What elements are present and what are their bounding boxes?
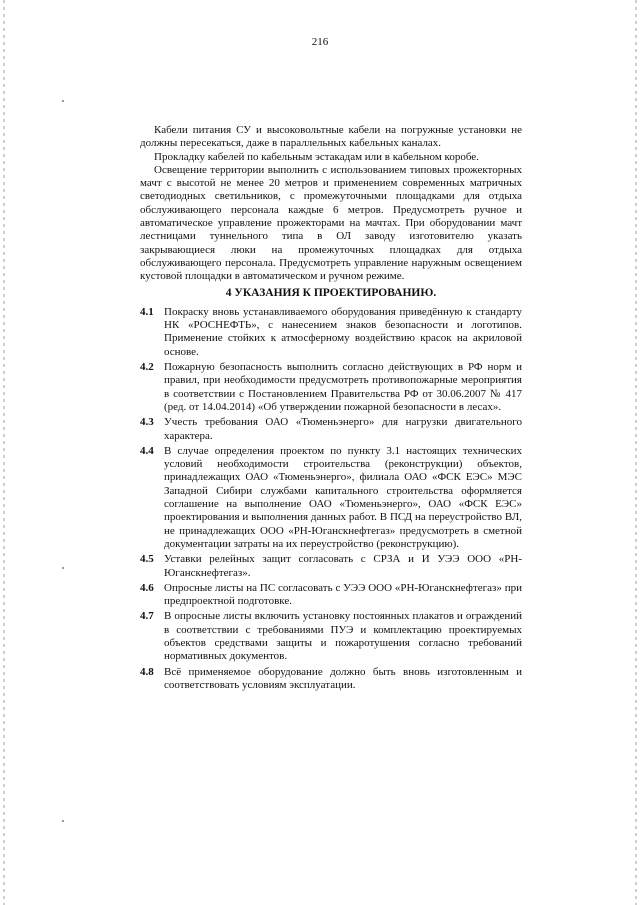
- section-heading: 4 УКАЗАНИЯ К ПРОЕКТИРОВАНИЮ.: [225, 286, 437, 299]
- item-text: Пожарную безопасность выполнить согласно действующих в РФ норм и правил, при необходимости предусмотреть противопожарные мероприятия в соответствии с Постановлением Правительства РФ от 30.06.2007 № 417 (ред. от 14.04.2014) «Об утверждении пожарной безопасности в лесах».: [164, 361, 522, 413]
- page-number: 216: [311, 36, 329, 48]
- item-number: 4.2: [140, 361, 154, 374]
- list-item: [140, 445, 522, 551]
- item-text: В опросные листы включить установку постоянных плакатов и ограждений в соответствии с требованиями ПУЭ и комплектацию проектируемых объектов средствами защиты и пожаротушения согласно требований нормативных документов.: [164, 610, 522, 663]
- paragraph-cable-routing: Прокладку кабелей по кабельным эстакадам или в кабельном коробе.: [154, 150, 479, 163]
- item-number: 4.8: [140, 665, 154, 678]
- list-item: [140, 582, 522, 609]
- item-number: 4.7: [140, 610, 154, 623]
- list-item: [140, 610, 522, 663]
- paragraph-lighting: Освещение территории выполнить с использованием типовых прожекторных мачт с высотой не менее 20 метров и применением современных матричных светодиодных светильников, с промежуточными площадками для отдыха обслуживающего персонала каждые 6 метров. Предусмотреть ручное и автоматическое управление прожекторами на мачтах. При оборудовании мачт лестницами туннельного типа в ОЛ заводу изготовителю указать закрывающиеся люки на промежуточных площадках для отдыха обслуживающего персонала. Предусмотреть управление наружным освещением кустовой площадки в автоматическом и ручном режиме.: [140, 163, 522, 283]
- scan-speck: [62, 567, 64, 569]
- item-text: В случае определения проектом по пункту 3.1 настоящих технических условий необходимости строительства (реконструкции) объектов, принадлежащих ОАО «Тюменьэнерго», филиала ОАО «ФСК ЕЭС» МЭС Западной Сибири службами капитального строительства оформляется соглашение на выполнение ОАО «Тюменьэнерго», ОАО «ФСК ЕЭС» проектирования и выполнения данных работ. В ПСД на переустройство ВЛ, не принадлежащих ООО «РН-Юганскнефтегаз» предусмотреть в сметной документации затраты на их переустройство (реконструкцию).: [164, 444, 522, 550]
- item-text: Уставки релейных защит согласовать с СРЗА и И УЭЭ ООО «РН-Юганскнефтегаз».: [164, 553, 522, 579]
- list-item: [140, 416, 522, 443]
- item-text: Покраску вновь устанавливаемого оборудования приведённую к стандарту НК «РОСНЕФТЬ», с нанесением знаков безопасности и логотипов. Применение стойких к атмосферному воздействию красок на акриловой основе.: [164, 305, 522, 358]
- scan-speck: [62, 820, 64, 822]
- document-body: [140, 124, 522, 694]
- list-item: [140, 306, 522, 359]
- list-item: [140, 553, 522, 580]
- scan-edge-right: [635, 0, 637, 905]
- item-number: 4.1: [140, 305, 154, 318]
- item-number: 4.4: [140, 444, 154, 457]
- item-text: Опросные листы на ПС согласовать с УЭЭ ООО «РН-Юганскнефтегаз» при предпроектной подготовке.: [164, 581, 522, 608]
- item-number: 4.5: [140, 553, 154, 566]
- item-text: Учесть требования ОАО «Тюменьэнерго» для нагрузки двигательного характера.: [164, 416, 522, 442]
- item-number: 4.6: [140, 581, 154, 594]
- item-text: Всё применяемое оборудование должно быть вновь изготовленным и соответствовать условиям эксплуатации.: [164, 665, 522, 691]
- list-item: [140, 666, 522, 693]
- scan-edge-left: [3, 0, 5, 905]
- scan-speck: [62, 100, 64, 102]
- item-number: 4.3: [140, 416, 154, 429]
- list-item: [140, 361, 522, 414]
- paragraph-cables: Кабели питания СУ и высоковольтные кабели на погружные установки не должны пересекаться, даже в параллельных кабельных каналах.: [140, 124, 522, 150]
